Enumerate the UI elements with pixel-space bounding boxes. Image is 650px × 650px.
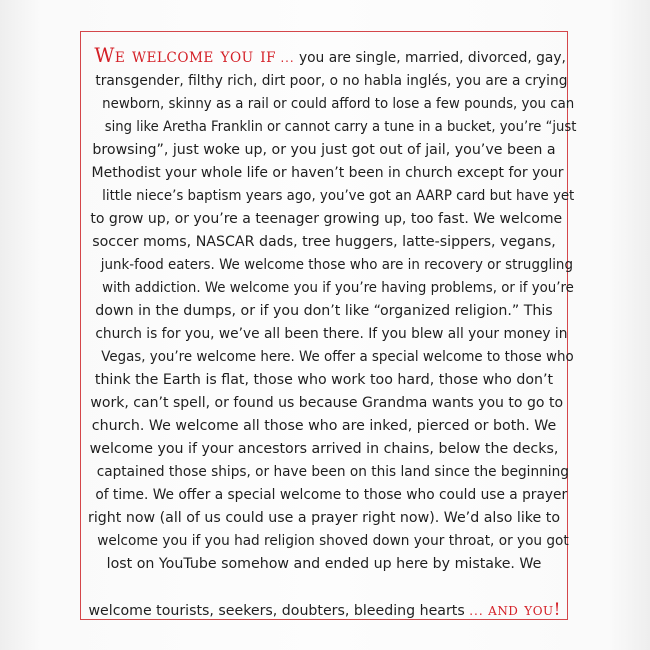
text-line: transgender, filthy rich, dirt poor, o no habla inglés, you are a crying bbox=[95, 73, 568, 89]
text-line: church. We welcome all those who are inked, pierced or both. We bbox=[91, 418, 557, 434]
text-line: right now (all of us could use a prayer right now). We’d also like to bbox=[88, 510, 561, 526]
text-line: of time. We offer a special welcome to those who could use a prayer bbox=[95, 487, 568, 503]
text-line: church is for you, we’ve all been there. If you blew all your money in bbox=[95, 326, 568, 342]
text-line: sing like Aretha Franklin or cannot carry a tune in a bucket, you’re “just bbox=[104, 119, 577, 135]
text-line: lost on YouTube somehow and ended up here by mistake. We bbox=[106, 556, 542, 572]
text-line: browsing”, just woke up, or you just got out of jail, you’ve been a bbox=[92, 142, 556, 158]
closing-phrase: and you! bbox=[488, 600, 561, 620]
text-line-1 bbox=[94, 40, 566, 70]
text-line: welcome you if your ancestors arrived in chains, below the decks, bbox=[89, 441, 559, 457]
text-line: think the Earth is flat, those who work too hard, those who don’t bbox=[94, 372, 554, 388]
text-line: newborn, skinny as a rail or could afford to lose a few pounds, you can bbox=[102, 96, 575, 112]
print-text-block bbox=[88, 40, 577, 622]
text-line: junk-food eaters. We welcome those who are in recovery or struggling bbox=[100, 257, 573, 273]
text-line: captained those ships, or have been on this land since the beginning bbox=[96, 464, 569, 480]
closing-ellipsis: ... bbox=[469, 604, 484, 618]
text-line bbox=[88, 576, 560, 599]
text-line: soccer moms, NASCAR dads, tree huggers, latte-sippers, vegans, bbox=[92, 234, 556, 250]
heading-ellipsis: ... bbox=[280, 51, 295, 65]
text-line: welcome you if you had religion shoved down your throat, or you got bbox=[97, 533, 569, 549]
heading: We welcome you if bbox=[94, 43, 277, 67]
text-line: work, can’t spell, or found us because Grandma wants you to go to bbox=[90, 395, 564, 411]
text-line: down in the dumps, or if you don’t like “organized religion.” This bbox=[95, 303, 553, 319]
text-line: little niece’s baptism years ago, you’ve got an AARP card but have yet bbox=[102, 188, 575, 204]
text-line: you are single, married, divorced, gay, bbox=[298, 50, 566, 66]
text-line: Vegas, you’re welcome here. We offer a special welcome to those who bbox=[101, 349, 574, 365]
text-line: with addiction. We welcome you if you’re having problems, or if you’re bbox=[102, 280, 574, 296]
text-line: Methodist your whole life or haven’t been in church except for your bbox=[91, 165, 564, 181]
last-text-line bbox=[88, 599, 559, 622]
text-line: to grow up, or you’re a teenager growing up, too fast. We welcome bbox=[90, 211, 563, 227]
text-line: welcome tourists, seekers, doubters, bleeding hearts bbox=[88, 603, 465, 619]
